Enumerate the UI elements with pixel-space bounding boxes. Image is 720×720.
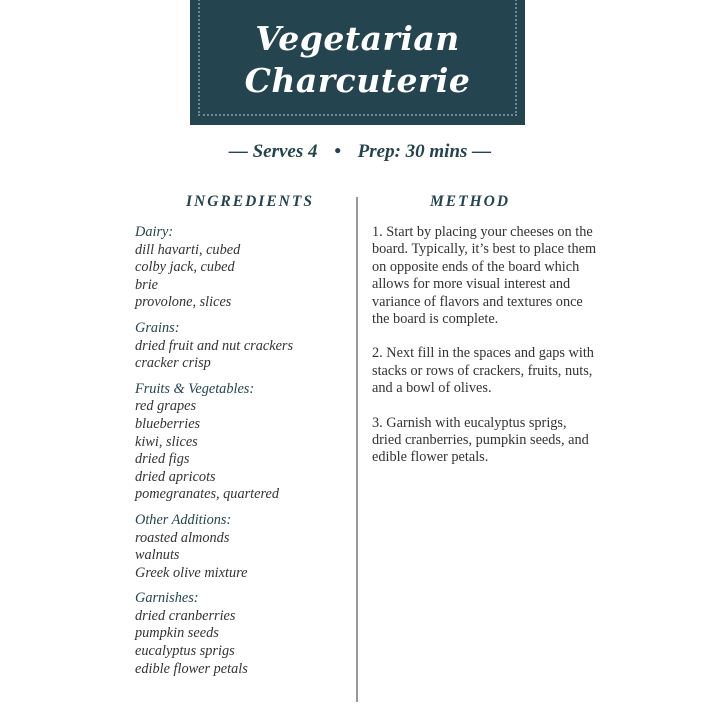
ingredient-item: dill havarti, cubed — [135, 241, 241, 258]
ingredient-item: provolone, slices — [135, 294, 232, 311]
column-divider — [356, 197, 358, 702]
group-title: Dairy: — [135, 224, 174, 240]
ingredient-item: dried apricots — [135, 468, 216, 485]
group-title: Garnishes: — [135, 590, 199, 607]
ingredient-item: colby jack, cubed — [135, 259, 235, 276]
title-banner — [190, 0, 525, 125]
dash-left: — — [228, 141, 248, 162]
group-title: Grains: — [135, 319, 180, 336]
ingredient-group — [135, 320, 350, 373]
recipe-meta — [0, 141, 720, 163]
ingredient-item: roasted almonds — [135, 529, 230, 546]
title-line-1: Vegetarian — [255, 19, 460, 58]
bullet-separator: • — [334, 141, 341, 162]
ingredient-group — [135, 381, 350, 504]
method-step: 1. Start by placing your cheeses on the board. Typically, it’s best to place them on opposite ends of the board which allows for more visual interest and variance of flavors and textures once the board is complete. — [372, 224, 597, 328]
ingredient-item: pumpkin seeds — [135, 625, 219, 642]
ingredient-group — [135, 590, 350, 678]
title-line-2: Charcuterie — [244, 61, 471, 100]
method-steps — [372, 224, 597, 484]
ingredient-item: cracker crisp — [135, 355, 211, 372]
ingredient-item: dried fruit and nut crackers — [135, 337, 294, 354]
ingredient-item: blueberries — [135, 415, 201, 432]
ingredient-item: Greek olive mixture — [135, 564, 248, 581]
dash-right: — — [472, 141, 492, 162]
ingredient-group — [135, 512, 350, 582]
method-step: 3. Garnish with eucalyptus sprigs, dried cranberries, pumpkin seeds, and edible flower petals. — [372, 414, 589, 466]
prep-time: Prep: 30 mins — [357, 141, 468, 162]
ingredients-heading: INGREDIENTS — [186, 193, 314, 210]
ingredient-item: edible flower petals — [135, 660, 248, 677]
method-heading: METHOD — [430, 193, 511, 210]
ingredient-item: dried cranberries — [135, 607, 236, 624]
ingredient-item: red grapes — [135, 398, 197, 415]
ingredient-item: dried figs — [135, 451, 190, 468]
ingredient-group — [135, 224, 350, 312]
ingredients-list — [135, 224, 350, 686]
ingredient-item: walnuts — [135, 547, 180, 564]
ingredient-item: brie — [135, 276, 159, 293]
ingredient-item: kiwi, slices — [135, 433, 198, 450]
ingredient-item: eucalyptus sprigs — [135, 643, 235, 660]
serves-text: Serves 4 — [252, 141, 318, 162]
group-title: Fruits & Vegetables: — [135, 380, 255, 397]
group-title: Other Additions: — [135, 511, 232, 528]
ingredient-item: pomegranates, quartered — [135, 486, 280, 503]
recipe-title — [190, 18, 525, 102]
method-step: 2. Next fill in the spaces and gaps with stacks or rows of crackers, fruits, nuts, and a bowl of olives. — [372, 345, 594, 397]
